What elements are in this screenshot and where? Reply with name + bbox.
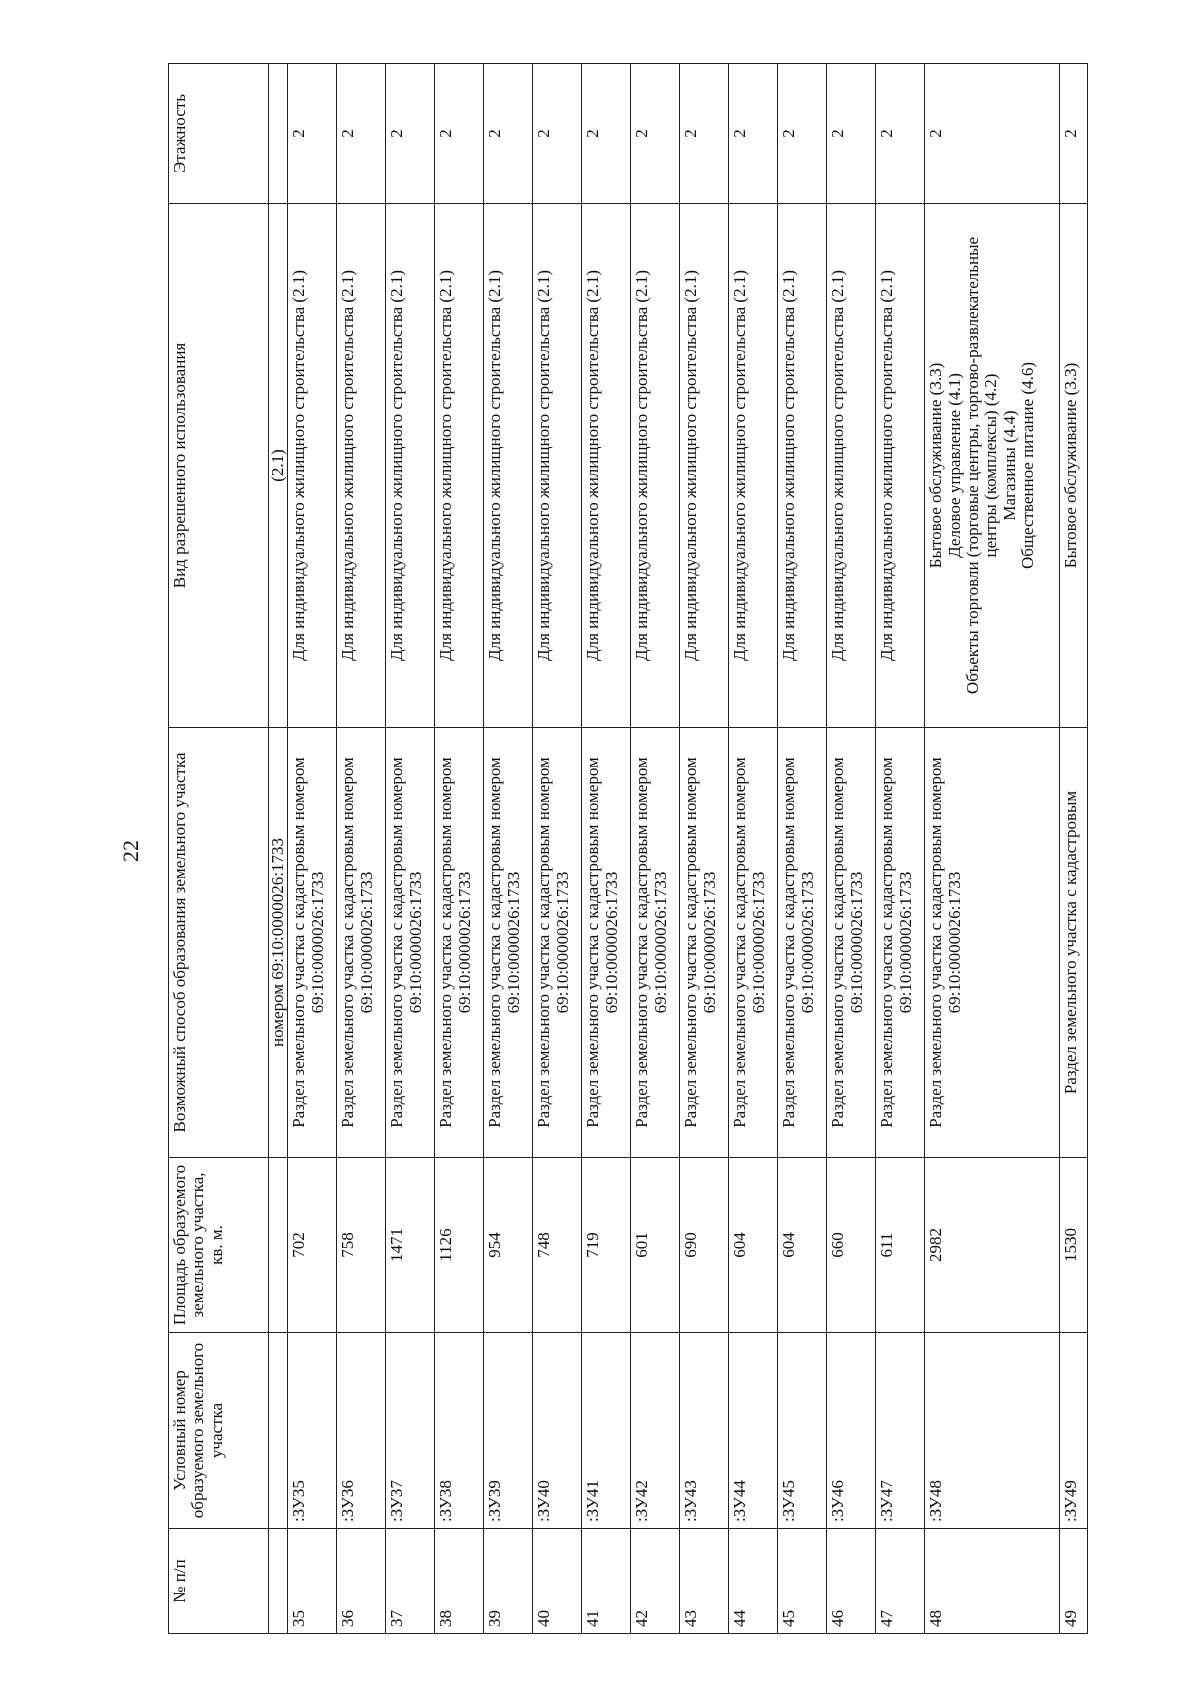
plot-id: :ЗУ36 bbox=[337, 1333, 386, 1529]
permitted-use-line: Для индивидуального жилищного строительства (2.1) bbox=[877, 269, 897, 662]
floors: 2 bbox=[729, 64, 778, 204]
continuation-method: номером 69:10:0000026:1733 bbox=[269, 728, 288, 1158]
permitted-use bbox=[386, 204, 435, 728]
plot-id: :ЗУ42 bbox=[631, 1333, 680, 1529]
plot-area: 604 bbox=[729, 1158, 778, 1333]
permitted-use-line: Для индивидуального жилищного строительства (2.1) bbox=[436, 269, 456, 662]
plot-area: 601 bbox=[631, 1158, 680, 1333]
plot-area: 611 bbox=[876, 1158, 925, 1333]
continuation-use: (2.1) bbox=[269, 204, 288, 728]
row-number: 47 bbox=[876, 1529, 925, 1634]
row-number: 46 bbox=[827, 1529, 876, 1634]
floors: 2 bbox=[680, 64, 729, 204]
permitted-use-line: Объекты торговли (торговые центры, торгово-развлекательные центры (комплексы) (4.2) bbox=[962, 236, 1001, 695]
floors: 2 bbox=[778, 64, 827, 204]
table-row bbox=[729, 64, 778, 1634]
formation-method: Раздел земельного участка с кадастровым номером 69:10:0000026:1733 bbox=[876, 728, 925, 1158]
plot-id: :ЗУ49 bbox=[1060, 1333, 1088, 1529]
row-number: 44 bbox=[729, 1529, 778, 1634]
plot-id: :ЗУ48 bbox=[925, 1333, 1060, 1529]
formation-method: Раздел земельного участка с кадастровым bbox=[1060, 728, 1088, 1158]
row-number: 48 bbox=[925, 1529, 1060, 1634]
table-row bbox=[533, 64, 582, 1634]
permitted-use-line: Для индивидуального жилищного строительства (2.1) bbox=[387, 269, 407, 662]
table-row bbox=[386, 64, 435, 1634]
permitted-use bbox=[1060, 204, 1088, 728]
permitted-use-line: Для индивидуального жилищного строительства (2.1) bbox=[485, 269, 505, 662]
plot-area: 702 bbox=[288, 1158, 337, 1333]
permitted-use-line: Для индивидуального жилищного строительства (2.1) bbox=[779, 269, 799, 662]
table-row bbox=[435, 64, 484, 1634]
permitted-use bbox=[729, 204, 778, 728]
header-floors: Этажность bbox=[169, 64, 269, 204]
plot-id: :ЗУ47 bbox=[876, 1333, 925, 1529]
header-formation-method: Возможный способ образования земельного участка bbox=[169, 728, 269, 1158]
row-number: 49 bbox=[1060, 1529, 1088, 1634]
floors: 2 bbox=[925, 64, 1060, 204]
floors: 2 bbox=[1060, 64, 1088, 204]
permitted-use-line: Для индивидуального жилищного строительства (2.1) bbox=[828, 269, 848, 662]
permitted-use-line: Для индивидуального жилищного строительства (2.1) bbox=[338, 269, 358, 662]
page-number: 22 bbox=[118, 840, 143, 862]
table-row bbox=[876, 64, 925, 1634]
permitted-use-line: Магазины (4.4) bbox=[999, 410, 1019, 521]
formation-method: Раздел земельного участка с кадастровым номером 69:10:0000026:1733 bbox=[925, 728, 1060, 1158]
plot-id: :ЗУ37 bbox=[386, 1333, 435, 1529]
table-body bbox=[269, 64, 1088, 1634]
plot-id: :ЗУ46 bbox=[827, 1333, 876, 1529]
permitted-use bbox=[680, 204, 729, 728]
header-number: № п/п bbox=[169, 1529, 269, 1634]
table-row bbox=[484, 64, 533, 1634]
floors: 2 bbox=[288, 64, 337, 204]
floors: 2 bbox=[484, 64, 533, 204]
plot-id: :ЗУ39 bbox=[484, 1333, 533, 1529]
formation-method: Раздел земельного участка с кадастровым номером 69:10:0000026:1733 bbox=[827, 728, 876, 1158]
table-cell bbox=[269, 1158, 288, 1333]
row-number: 42 bbox=[631, 1529, 680, 1634]
rotated-table-container bbox=[168, 64, 1088, 1634]
permitted-use bbox=[582, 204, 631, 728]
plot-id: :ЗУ41 bbox=[582, 1333, 631, 1529]
permitted-use-line: Деловое управление (4.1) bbox=[944, 373, 964, 558]
formation-method: Раздел земельного участка с кадастровым номером 69:10:0000026:1733 bbox=[778, 728, 827, 1158]
plot-area: 1126 bbox=[435, 1158, 484, 1333]
table-row bbox=[582, 64, 631, 1634]
plot-area: 758 bbox=[337, 1158, 386, 1333]
plot-area: 954 bbox=[484, 1158, 533, 1333]
permitted-use bbox=[778, 204, 827, 728]
formation-method: Раздел земельного участка с кадастровым номером 69:10:0000026:1733 bbox=[729, 728, 778, 1158]
row-number: 36 bbox=[337, 1529, 386, 1634]
formation-method: Раздел земельного участка с кадастровым номером 69:10:0000026:1733 bbox=[288, 728, 337, 1158]
table-row bbox=[631, 64, 680, 1634]
table-row bbox=[925, 64, 1060, 1634]
floors: 2 bbox=[533, 64, 582, 204]
permitted-use bbox=[533, 204, 582, 728]
floors: 2 bbox=[631, 64, 680, 204]
row-number: 38 bbox=[435, 1529, 484, 1634]
floors: 2 bbox=[582, 64, 631, 204]
plot-id: :ЗУ40 bbox=[533, 1333, 582, 1529]
land-plots-table bbox=[168, 63, 1088, 1634]
table-cell bbox=[269, 1529, 288, 1634]
permitted-use bbox=[484, 204, 533, 728]
permitted-use bbox=[827, 204, 876, 728]
table-row bbox=[680, 64, 729, 1634]
row-number: 45 bbox=[778, 1529, 827, 1634]
header-area: Площадь образуемого земельного участка, кв. м. bbox=[169, 1158, 269, 1333]
permitted-use-line: Для индивидуального жилищного строительства (2.1) bbox=[632, 269, 652, 662]
permitted-use-line: Для индивидуального жилищного строительства (2.1) bbox=[289, 269, 309, 662]
permitted-use-line: Для индивидуального жилищного строительства (2.1) bbox=[730, 269, 750, 662]
formation-method: Раздел земельного участка с кадастровым номером 69:10:0000026:1733 bbox=[631, 728, 680, 1158]
plot-area: 1471 bbox=[386, 1158, 435, 1333]
table-row bbox=[288, 64, 337, 1634]
plot-id: :ЗУ44 bbox=[729, 1333, 778, 1529]
formation-method: Раздел земельного участка с кадастровым номером 69:10:0000026:1733 bbox=[533, 728, 582, 1158]
table-row bbox=[778, 64, 827, 1634]
header-permitted-use: Вид разрешенного использования bbox=[169, 204, 269, 728]
floors: 2 bbox=[337, 64, 386, 204]
permitted-use bbox=[631, 204, 680, 728]
permitted-use-line: Для индивидуального жилищного строительства (2.1) bbox=[534, 269, 554, 662]
floors: 2 bbox=[876, 64, 925, 204]
formation-method: Раздел земельного участка с кадастровым номером 69:10:0000026:1733 bbox=[582, 728, 631, 1158]
permitted-use-line: Бытовое обслуживание (3.3) bbox=[1061, 362, 1081, 569]
plot-id: :ЗУ45 bbox=[778, 1333, 827, 1529]
continuation-row bbox=[269, 64, 288, 1634]
floors: 2 bbox=[386, 64, 435, 204]
permitted-use-line: Для индивидуального жилищного строительства (2.1) bbox=[583, 269, 603, 662]
row-number: 40 bbox=[533, 1529, 582, 1634]
table-header-row bbox=[169, 64, 269, 1634]
header-plot-id: Условный номер образуемого земельного участка bbox=[169, 1333, 269, 1529]
plot-area: 660 bbox=[827, 1158, 876, 1333]
permitted-use bbox=[337, 204, 386, 728]
row-number: 43 bbox=[680, 1529, 729, 1634]
floors: 2 bbox=[435, 64, 484, 204]
formation-method: Раздел земельного участка с кадастровым номером 69:10:0000026:1733 bbox=[484, 728, 533, 1158]
plot-area: 2982 bbox=[925, 1158, 1060, 1333]
permitted-use bbox=[288, 204, 337, 728]
plot-id: :ЗУ38 bbox=[435, 1333, 484, 1529]
row-number: 35 bbox=[288, 1529, 337, 1634]
table-row bbox=[337, 64, 386, 1634]
permitted-use bbox=[435, 204, 484, 728]
formation-method: Раздел земельного участка с кадастровым номером 69:10:0000026:1733 bbox=[386, 728, 435, 1158]
table-row bbox=[827, 64, 876, 1634]
plot-area: 604 bbox=[778, 1158, 827, 1333]
table-cell bbox=[269, 64, 288, 204]
plot-area: 748 bbox=[533, 1158, 582, 1333]
formation-method: Раздел земельного участка с кадастровым номером 69:10:0000026:1733 bbox=[435, 728, 484, 1158]
plot-area: 1530 bbox=[1060, 1158, 1088, 1333]
table-cell bbox=[269, 1333, 288, 1529]
permitted-use-line: Бытовое обслуживание (3.3) bbox=[926, 362, 946, 569]
permitted-use-line: Общественное питание (4.6) bbox=[1017, 361, 1037, 570]
row-number: 39 bbox=[484, 1529, 533, 1634]
table-row bbox=[1060, 64, 1088, 1634]
plot-area: 690 bbox=[680, 1158, 729, 1333]
plot-area: 719 bbox=[582, 1158, 631, 1333]
permitted-use-line: Для индивидуального жилищного строительства (2.1) bbox=[681, 269, 701, 662]
row-number: 41 bbox=[582, 1529, 631, 1634]
plot-id: :ЗУ43 bbox=[680, 1333, 729, 1529]
floors: 2 bbox=[827, 64, 876, 204]
permitted-use bbox=[876, 204, 925, 728]
formation-method: Раздел земельного участка с кадастровым номером 69:10:0000026:1733 bbox=[680, 728, 729, 1158]
plot-id: :ЗУ35 bbox=[288, 1333, 337, 1529]
permitted-use bbox=[925, 204, 1060, 728]
formation-method: Раздел земельного участка с кадастровым номером 69:10:0000026:1733 bbox=[337, 728, 386, 1158]
row-number: 37 bbox=[386, 1529, 435, 1634]
